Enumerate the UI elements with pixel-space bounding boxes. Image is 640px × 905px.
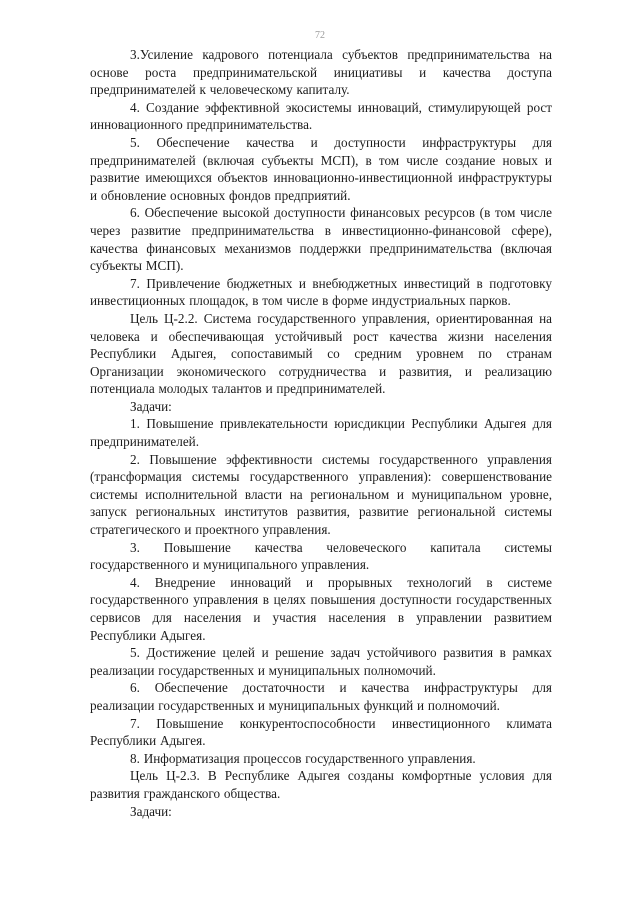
paragraph-gov-task-5: 5. Достижение целей и решение задач устойчивого развития в рамках реализации государственных и муниципальных полномочий.: [90, 645, 552, 678]
paragraph-task-7-investment: 7. Привлечение бюджетных и внебюджетных инвестиций в подготовку инвестиционных площадок, в том числе в форме индустриальных парков.: [90, 275, 552, 309]
page-number: 72: [315, 30, 325, 41]
paragraph-goal-2-2: Цель Ц-2.2. Система государственного управления, ориентированная на человека и обеспечивающая устойчивый рост качества жизни населения Республики Адыгея, сопоставимый со средним уровнем по странам Организации экономического сотрудничества и развития, и реализацию потенциала молодых талантов и предпринимателей.: [90, 310, 552, 397]
paragraph-tasks-heading-2: Задачи:: [130, 803, 172, 819]
paragraph-tasks-heading: Задачи:: [130, 398, 172, 414]
paragraph-gov-task-2: 2. Повышение эффективности системы государственного управления (трансформация системы государственного управления): совершенствование системы исполнительной власти на региональном и муниципальном уровне, запуск региональных институтов развития, развитие региональной системы стратегического и проектного управления.: [90, 451, 552, 538]
paragraph-task-3-staff: 3.Усиление кадрового потенциала субъектов предпринимательства на основе роста предпринимательской инициативы и качества доступа предпринимателей к человеческому капиталу.: [90, 47, 552, 98]
paragraph-gov-task-7: 7. Повышение конкурентоспособности инвестиционного климата Республики Адыгея.: [90, 715, 552, 749]
paragraph-task-5-infrastructure: 5. Обеспечение качества и доступности инфраструктуры для предпринимателей (включая субъекты МСП), в том числе создание новых и развитие имеющихся объектов инновационно-инвестиционной инфраструктуры и обновление основных фондов предприятий.: [90, 134, 552, 203]
paragraph-task-4-innovation: 4. Создание эффективной экосистемы инноваций, стимулирующей рост инновационного предпринимательства.: [90, 99, 552, 133]
paragraph-gov-task-8: 8. Информатизация процессов государственного управления.: [130, 750, 476, 766]
paragraph-gov-task-4: 4. Внедрение инноваций и прорывных технологий в системе государственного управления в целях повышения доступности государственных сервисов для населения и участия населения в управлении развитием Республики Адыгея.: [90, 574, 552, 643]
paragraph-gov-task-6: 6. Обеспечение достаточности и качества инфраструктуры для реализации государственных и муниципальных функций и полномочий.: [90, 680, 552, 713]
paragraph-gov-task-1: 1. Повышение привлекательности юрисдикции Республики Адыгея для предпринимателей.: [90, 416, 552, 450]
paragraph-task-6-finance: 6. Обеспечение высокой доступности финансовых ресурсов (в том числе через развитие предпринимательства в инвестиционно-финансовой сфере), качества финансовых механизмов поддержки предпринимательства (включая субъекты МСП).: [90, 205, 552, 274]
document-body: [90, 46, 552, 820]
paragraph-goal-2-3: Цель Ц-2.3. В Республике Адыгея созданы комфортные условия для развития гражданского общества.: [90, 768, 552, 801]
paragraph-gov-task-3: 3. Повышение качества человеческого капитала системы государственного и муниципального управления.: [90, 539, 552, 573]
